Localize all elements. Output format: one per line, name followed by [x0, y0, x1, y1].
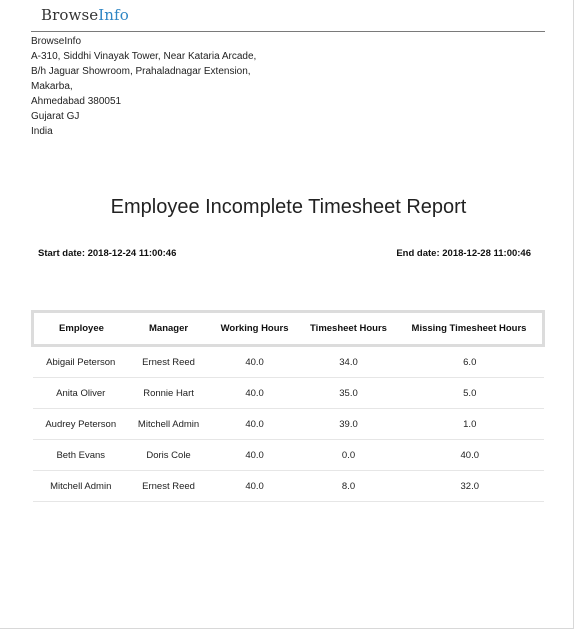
company-address: [31, 34, 256, 139]
table-row: [33, 471, 544, 502]
cell-working-hours: 40.0: [208, 378, 301, 409]
table-header-row: [33, 312, 544, 346]
cell-employee: Mitchell Admin: [33, 471, 129, 502]
address-line: Makarba,: [31, 81, 73, 92]
address-line: BrowseInfo: [31, 36, 82, 47]
address-line: Ahmedabad 380051: [31, 96, 122, 107]
cell-missing-hours: 5.0: [396, 378, 544, 409]
cell-timesheet-hours: 8.0: [301, 471, 396, 502]
cell-missing-hours: 40.0: [396, 440, 544, 471]
cell-manager: Ronnie Hart: [129, 378, 208, 409]
address-line: B/h Jaguar Showroom, Prahaladnagar Extension,: [31, 66, 251, 77]
address-line: Gujarat GJ: [31, 111, 80, 122]
header-divider: [31, 31, 545, 32]
cell-manager: Doris Cole: [129, 440, 208, 471]
start-date: Start date: 2018-12-24 11:00:46: [38, 248, 177, 259]
address-line: India: [31, 126, 53, 137]
cell-missing-hours: 6.0: [396, 346, 544, 378]
header-timesheet-hours: Timesheet Hours: [310, 323, 387, 334]
cell-employee: Beth Evans: [33, 440, 129, 471]
cell-working-hours: 40.0: [208, 346, 301, 378]
brand-logo: [41, 6, 129, 24]
cell-employee: Audrey Peterson: [33, 409, 129, 440]
cell-manager: Ernest Reed: [129, 471, 208, 502]
brand-name-part1: Browse: [41, 6, 99, 24]
table-row: [33, 409, 544, 440]
cell-working-hours: 40.0: [208, 440, 301, 471]
cell-working-hours: 40.0: [208, 471, 301, 502]
cell-employee: Anita Oliver: [33, 378, 129, 409]
cell-manager: Mitchell Admin: [129, 409, 208, 440]
cell-employee: Abigail Peterson: [33, 346, 129, 378]
header-employee: Employee: [59, 323, 104, 334]
address-line: A-310, Siddhi Vinayak Tower, Near Kataria Arcade,: [31, 51, 257, 62]
header-missing-timesheet-hours: Missing Timesheet Hours: [411, 323, 527, 334]
table-row: [33, 440, 544, 471]
table-row: [33, 378, 544, 409]
cell-missing-hours: 32.0: [396, 471, 544, 502]
cell-manager: Ernest Reed: [129, 346, 208, 378]
cell-missing-hours: 1.0: [396, 409, 544, 440]
table-row: [33, 346, 544, 378]
brand-name-part2: Info: [98, 6, 129, 24]
cell-timesheet-hours: 0.0: [301, 440, 396, 471]
cell-timesheet-hours: 34.0: [301, 346, 396, 378]
cell-timesheet-hours: 39.0: [301, 409, 396, 440]
header-working-hours: Working Hours: [220, 323, 289, 334]
timesheet-table: [31, 310, 545, 502]
report-title: Employee Incomplete Timesheet Report: [110, 196, 467, 218]
header-manager: Manager: [149, 323, 189, 334]
cell-timesheet-hours: 35.0: [301, 378, 396, 409]
end-date: End date: 2018-12-28 11:00:46: [396, 248, 531, 259]
cell-working-hours: 40.0: [208, 409, 301, 440]
